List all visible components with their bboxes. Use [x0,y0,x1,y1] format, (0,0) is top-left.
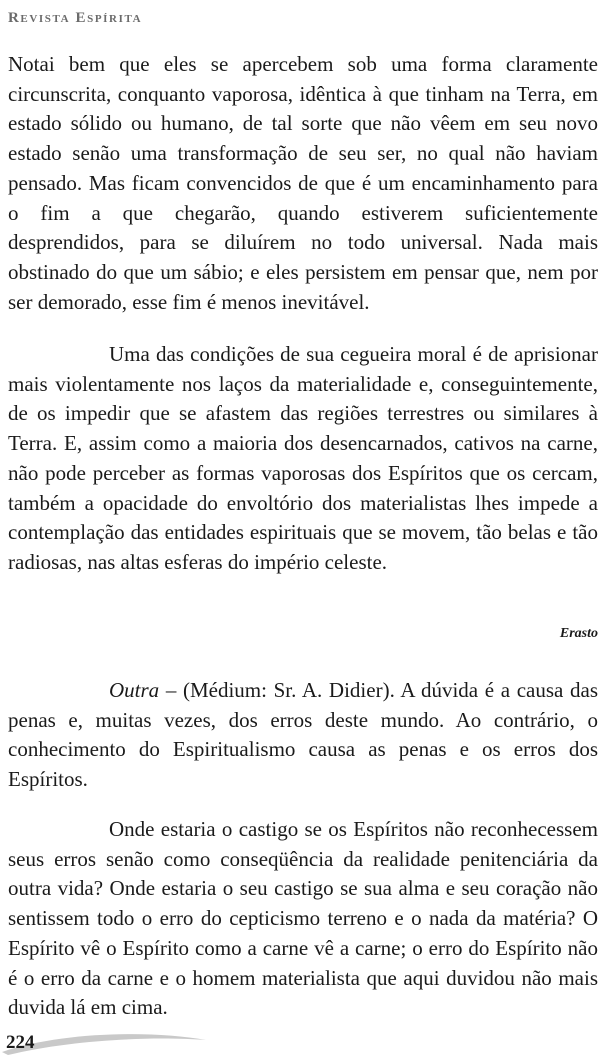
paragraph-3-body: – (Médium: Sr. A. Didier). A dúvida é a causa das penas e, muitas vezes, dos erros deste mundo. Ao contrário, o conhecimento do Espiritualismo causa as penas e os erros dos Espíritos. [8,678,598,792]
paragraph-3 [8,676,598,795]
paragraph-1: Notai bem que eles se apercebem sob uma forma claramente circunscrita, conquanto vaporosa, idêntica à que tinham na Terra, em estado sólido ou humano, de tal sorte que não vêem em seu novo estado senão uma transformação de seu ser, no qual não haviam pensado. Mas ficam convencidos de que é um encaminhamento para o fim a que chegarão, quando estiverem suficientemente desprendidos, para se diluírem no todo universal. Nada mais obstinado do que um sábio; e eles persistem em pensar que, nem por ser demorado, esse fim é menos inevitável. [8,52,598,314]
running-header: Revista Espírita [8,10,143,26]
paragraph-2: Uma das condições de sua cegueira moral é de aprisionar mais violentamente nos laços da materialidade e, conseguintemente, de os impedir que se afastem das regiões terrestres ou similares à Terra. E, assim como a maioria dos desencarnados, cativos na carne, não pode perceber as formas vaporosas dos Espíritos que os cercam, também a opacidade do envoltório dos materialistas lhes impede a contemplação das entidades espirituais que se movem, tão belas e tão radiosas, nas altas esferas do império celeste. [8,342,598,574]
page-number: 224 [6,1032,35,1053]
paragraph-4: Onde estaria o castigo se os Espíritos não reconhecessem seus erros senão como conseqüência da realidade penitenciária da outra vida? Onde estaria o seu castigo se sua alma e seu coração não sentissem todo o erro do cepticismo terreno e o nada da matéria? O Espírito vê o Espírito como a carne vê a carne; o erro do Espírito não é o erro da carne e o homem materialista que aqui duvidou não mais duvida lá em cima. [8,817,598,1020]
signature: Erasto [559,626,598,641]
paragraph-3-lead: Outra [109,678,160,702]
